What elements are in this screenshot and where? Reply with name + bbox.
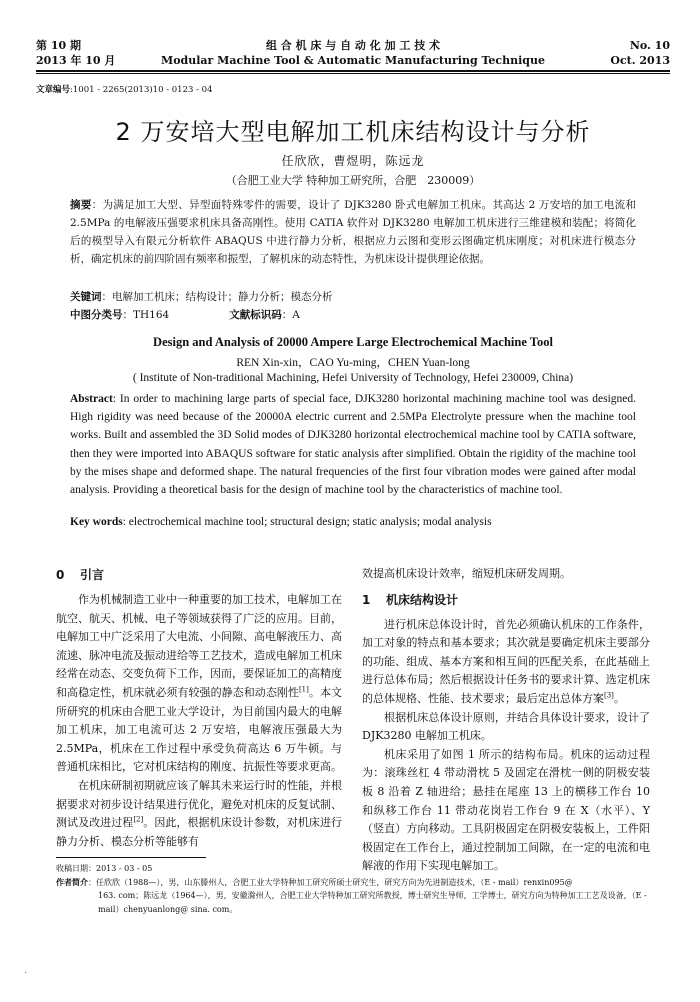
paper-authors: 任欣欣，曹煜明，陈远龙 bbox=[281, 154, 425, 168]
issue-cn: 第 10 期 bbox=[36, 39, 81, 52]
header-center bbox=[36, 38, 670, 68]
classification bbox=[70, 306, 636, 324]
english-abstract bbox=[70, 390, 636, 499]
journal-cn: 组 合 机 床 与 自 动 化 加 工 技 术 bbox=[265, 39, 441, 52]
citation-1: [1] bbox=[298, 685, 309, 694]
clc-value: ：TH164 bbox=[122, 309, 170, 321]
intro-p1-text-a: 作为机械制造工业中一种重要的加工技术，电解加工在航空、航天、机械、电子等领域获得了广泛的应用。目前，电解加工中广泛采用了大电流、小间隙、高电解液压力、高流速、脉冲电流及振动进给等工艺技术，造成电解加工机床经常在动态、交变负荷下工作，因而，要保证加工的高精度和高稳定性，机床就必须有较强的静态和动态刚性 bbox=[56, 593, 342, 699]
author-bio bbox=[56, 876, 650, 890]
intro-paragraph-2 bbox=[56, 777, 342, 851]
footnote bbox=[56, 862, 650, 916]
paper-title: 2 万安培大型电解加工机床结构设计与分析 bbox=[115, 118, 591, 146]
design-paragraph-3: 机床采用了如图 1 所示的结构布局。机床的运动过程为：滚珠丝杠 4 带动滑枕 5 及固定在滑枕一侧的阴极安装板 8 沿着 Z 轴进给；悬挂在尾座 13 上的横移工作台 10 和纵移工作台 11 带动花岗岩工作台 9 在 X（水平）、Y（竖直）方向移动。工具阴极固定在阴极安装板上，工件阳极固定在工作台上，通过控制加工间隙，在一定的电流和电解液的作用下实现电解加工。 bbox=[362, 747, 650, 873]
article-number bbox=[36, 83, 213, 95]
doc-code-value: ：A bbox=[281, 309, 300, 321]
issue-en: No. 10 bbox=[629, 39, 670, 52]
citation-3: [3] bbox=[604, 691, 614, 700]
paper-affiliation: （合肥工业大学 特种加工研究所，合肥 230009） bbox=[225, 174, 481, 187]
english-abstract-label: Abstract bbox=[70, 393, 113, 405]
english-keywords-label: Key words bbox=[70, 516, 123, 528]
english-title: Design and Analysis of 20000 Ampere Large Electrochemical Machine Tool bbox=[153, 335, 553, 349]
design-paragraph-1 bbox=[362, 616, 650, 709]
footnote-rule bbox=[56, 857, 206, 858]
keywords-cn bbox=[70, 288, 636, 306]
english-authors: REN Xin-xin，CAO Yu-ming，CHEN Yuan-long bbox=[236, 357, 470, 369]
header-rule-thin bbox=[36, 73, 670, 74]
doc-code-label: 文献标识码 bbox=[229, 309, 282, 321]
running-header bbox=[36, 38, 670, 68]
section-0-number: 0 bbox=[56, 568, 65, 582]
date-en: Oct. 2013 bbox=[610, 54, 670, 67]
section-0-title: 引言 bbox=[80, 568, 105, 582]
section-1-heading bbox=[362, 590, 650, 610]
section-1-number: 1 bbox=[362, 592, 371, 607]
citation-2: [2] bbox=[133, 815, 144, 824]
scan-mark: · bbox=[24, 968, 28, 979]
intro-continuation: 效提高机床设计效率，缩短机床研发周期。 bbox=[362, 567, 571, 580]
header-right bbox=[610, 38, 670, 68]
date-cn: 2013 年 10 月 bbox=[36, 54, 116, 67]
article-number-value: :1001 - 2265(2013)10 - 0123 - 04 bbox=[70, 85, 213, 95]
article-number-label: 文章编号 bbox=[36, 85, 71, 95]
abstract-cn-label: 摘要 bbox=[70, 199, 92, 211]
design-paragraph-2: 根据机床总体设计原则，并结合具体设计要求，设计了 DJK3280 电解加工机床。 bbox=[362, 710, 650, 743]
clc-label: 中图分类号 bbox=[70, 309, 123, 321]
keywords-cn-label: 关键词 bbox=[70, 291, 102, 303]
design-p1-text-b: 。 bbox=[613, 691, 625, 705]
section-0-heading bbox=[56, 565, 342, 585]
english-keywords-text: : electrochemical machine tool; structural design; static analysis; modal analysis bbox=[122, 516, 492, 528]
english-affiliation: ( Institute of Non-traditional Machining, Hefei University of Technology, Hefei 230009, China) bbox=[132, 372, 574, 384]
body-column-left bbox=[56, 565, 342, 851]
received-date: 收稿日期：2013 - 03 - 05 bbox=[56, 864, 153, 873]
author-bio-continued: 163. com；陈远龙（1964—），男，安徽滁州人，合肥工业大学特种加工研究所教授，博士研究生导师，工学博士，研究方向为特种加工工艺及设备，（E - mail）chenyuanlong@ sina. com。 bbox=[98, 891, 647, 914]
abstract-cn-text: ：为满足加工大型、异型面特殊零件的需要，设计了 DJK3280 卧式电解加工机床。其高达 2 万安培的加工电流和 2.5MPa 的电解液压强要求机床具备高刚性。使用 CATIA 软件对 DJK3280 电解加工机床进行三维建模和装配；将简化后的模型导入有限元分析软件 ABAQUS 中进行静力分析，根据应力云图和变形云图确定机床刚度；对机床进行模态分析，确定机床的前四阶固有频率和振型，了解机床的动态特性，为机床设计提供理论依据。 bbox=[70, 199, 637, 265]
abstract-cn bbox=[70, 196, 636, 268]
intro-p2-text-b: 。因此，根据机床设计参数，对机床进行静力分析、模态分析等能够有 bbox=[56, 816, 343, 848]
intro-paragraph-1 bbox=[56, 591, 342, 777]
journal-en: Modular Machine Tool & Automatic Manufacturing Technique bbox=[161, 54, 545, 67]
author-bio-text: ：任欣欣（1988—），男，山东滕州人，合肥工业大学特种加工研究所硕士研究生，研究方向为先进制造技术，（E - mail）renxin095@ bbox=[88, 877, 573, 887]
header-rule-thick bbox=[36, 70, 670, 72]
english-abstract-text: : In order to machining large parts of special face, DJK3280 horizontal machining machine tool was designed. High rigidity was need because of the 20000A electric current and 2.5MPa Electrolyte pressure when the machine tool works. Built and assembled the 3D Solid modes of DJK3280 horizontal electrochemical machine tool by CATIA software, then they were imported into ABAQUS software for static analysis after simplified. Obtain the rigidity of the machine tool by the mises shape and deformed shape. The natural frequencies of the first four vibration modes were gained after modal analysis. Providing a theoretical basis for the design of machine tool by the characteristics of machine tool. bbox=[70, 393, 636, 497]
keywords-cn-text: ：电解加工机床；结构设计；静力分析；模态分析 bbox=[101, 291, 333, 303]
english-keywords bbox=[70, 513, 636, 531]
intro-p2-text-a: 在机床研制初期就应该了解其未来运行时的性能，并根据要求对初步设计结果进行优化，避免对机床的反复试制、测试及改进过程 bbox=[56, 778, 342, 830]
intro-p1-text-b: 。本文所研究的机床由合肥工业大学设计，为目前国内最大的电解加工机床，加工电流可达 2 万安培，电解液压强最大为 2.5MPa，机床在工作过程中承受负荷高达 6 万牛顿。与普通机床相比，它对机床结构的刚度、抗振性等要求更高。 bbox=[56, 685, 343, 774]
author-bio-label: 作者简介 bbox=[56, 876, 88, 887]
section-1-title: 机床结构设计 bbox=[386, 592, 459, 607]
design-p1-text-a: 进行机床总体设计时，首先必须确认机床的工作条件，加工对象的特点和基本要求；其次就是要确定机床主要部分的功能、组成、基本方案和相互间的匹配关系，在此基础上进行总体布局；然后根据设计任务书的要求计算、选定机床的总体规格、性能、技术要求；最后定出总体方案 bbox=[362, 617, 650, 705]
body-column-right bbox=[362, 565, 650, 876]
